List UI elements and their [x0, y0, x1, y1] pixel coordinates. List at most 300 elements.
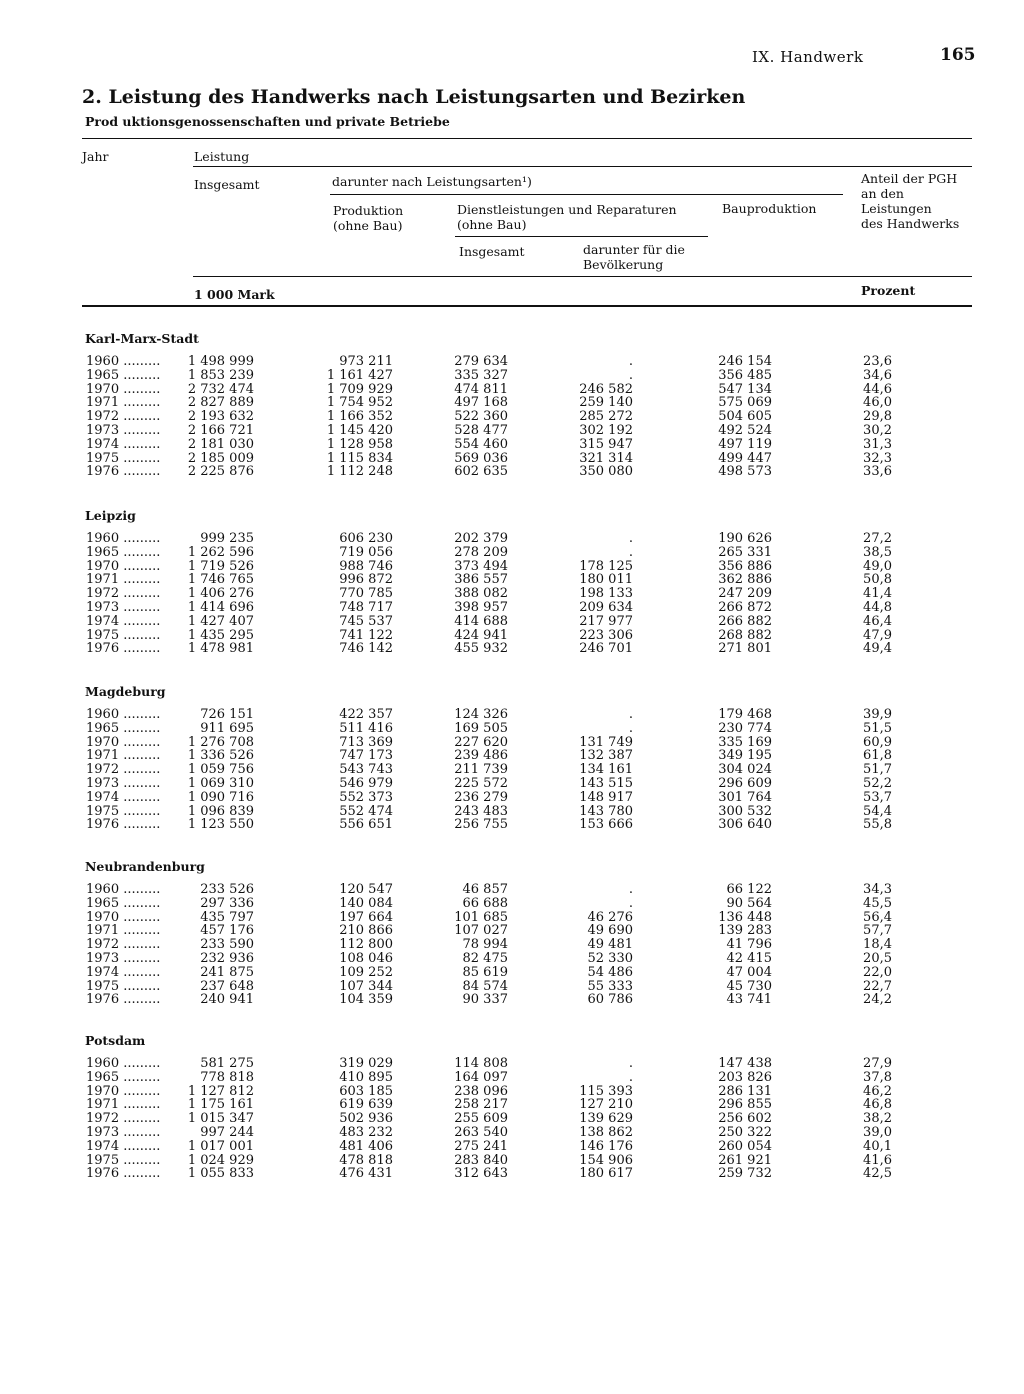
- table-subtitle: Prod uktionsgenossenschaften und private Betriebe: [85, 114, 450, 129]
- table-row: [0, 966, 1024, 980]
- cell-insgesamt: 435 797: [200, 909, 254, 925]
- cell-year: 1974 .........: [86, 1139, 161, 1154]
- cell-produktion: 104 359: [339, 992, 393, 1008]
- cell-dienst-bevoelkerung: 143 780: [579, 803, 633, 819]
- cell-anteil-pgh: 61,8: [863, 748, 892, 764]
- cell-dienst-bevoelkerung: 223 306: [579, 627, 633, 643]
- cell-insgesamt: 1 414 696: [187, 600, 254, 615]
- cell-anteil-pgh: 38,5: [863, 544, 892, 560]
- cell-dienst-insgesamt: 602 635: [454, 464, 508, 480]
- cell-bauproduktion: 356 886: [718, 558, 772, 574]
- cell-anteil-pgh: 22,0: [863, 964, 892, 980]
- cell-anteil-pgh: 46,8: [863, 1097, 892, 1113]
- cell-dienst-insgesamt: 101 685: [454, 909, 508, 925]
- cell-anteil-pgh: 46,0: [863, 395, 892, 411]
- cell-year: 1974 .........: [86, 790, 161, 805]
- cell-anteil-pgh: 49,0: [863, 558, 892, 574]
- cell-dienst-bevoelkerung: 321 314: [579, 450, 633, 466]
- cell-dienst-bevoelkerung: 209 634: [579, 600, 633, 615]
- col-anteil-line4: des Handwerks: [861, 216, 960, 231]
- cell-bauproduktion: 261 921: [718, 1152, 772, 1168]
- cell-dienst-insgesamt: 522 360: [454, 409, 508, 425]
- cell-anteil-pgh: 33,6: [863, 464, 892, 480]
- cell-dienst-bevoelkerung: 285 272: [579, 409, 633, 425]
- cell-dienst-insgesamt: 312 643: [454, 1166, 508, 1182]
- cell-anteil-pgh: 23,6: [863, 354, 892, 369]
- cell-dienst-bevoelkerung: .: [628, 1056, 633, 1071]
- cell-produktion: 112 800: [339, 937, 393, 953]
- table-title: 2. Leistung des Handwerks nach Leistungsarten und Bezirken: [82, 86, 746, 108]
- cell-insgesamt: 2 225 876: [187, 464, 254, 480]
- cell-dienst-bevoelkerung: 302 192: [579, 423, 633, 438]
- region-heading: Leipzig: [85, 508, 136, 523]
- cell-anteil-pgh: 41,6: [863, 1152, 892, 1168]
- cell-bauproduktion: 136 448: [718, 909, 772, 925]
- cell-dienst-insgesamt: 279 634: [454, 354, 508, 369]
- cell-year: 1974 .........: [86, 614, 161, 629]
- cell-year: 1975 .........: [86, 451, 161, 466]
- cell-year: 1960 .........: [86, 883, 161, 897]
- cell-dienst-bevoelkerung: .: [628, 707, 633, 722]
- cell-year: 1972 .........: [86, 587, 161, 602]
- cell-anteil-pgh: 40,1: [863, 1138, 892, 1154]
- cell-bauproduktion: 296 609: [718, 776, 772, 791]
- cell-dienst-insgesamt: 263 540: [454, 1125, 508, 1140]
- cell-year: 1972 .........: [86, 410, 161, 425]
- cell-produktion: 713 369: [339, 734, 393, 750]
- cell-year: 1970 .........: [86, 910, 161, 925]
- header-rule-insgesamt: [193, 166, 972, 167]
- cell-insgesamt: 1 435 295: [187, 627, 254, 643]
- cell-dienst-bevoelkerung: .: [628, 895, 633, 911]
- cell-year: 1970 .........: [86, 1084, 161, 1099]
- cell-dienst-insgesamt: 388 082: [454, 586, 508, 602]
- cell-dienst-insgesamt: 373 494: [454, 558, 508, 574]
- cell-year: 1975 .........: [86, 804, 161, 819]
- cell-dienst-bevoelkerung: 52 330: [587, 951, 633, 966]
- cell-dienst-bevoelkerung: 315 947: [579, 436, 633, 452]
- cell-dienst-insgesamt: 398 957: [454, 600, 508, 615]
- cell-produktion: 478 818: [339, 1152, 393, 1168]
- cell-year: 1970 .........: [86, 559, 161, 574]
- cell-produktion: 511 416: [339, 720, 393, 736]
- cell-bauproduktion: 504 605: [718, 409, 772, 425]
- cell-year: 1973 .........: [86, 424, 161, 438]
- cell-bauproduktion: 190 626: [718, 531, 772, 546]
- cell-produktion: 1 166 352: [326, 409, 393, 425]
- cell-produktion: 603 185: [339, 1083, 393, 1099]
- cell-dienst-insgesamt: 554 460: [454, 436, 508, 452]
- cell-anteil-pgh: 50,8: [863, 572, 892, 588]
- cell-dienst-bevoelkerung: 143 515: [579, 776, 633, 791]
- cell-dienst-insgesamt: 225 572: [454, 776, 508, 791]
- cell-insgesamt: 1 055 833: [187, 1166, 254, 1182]
- cell-dienst-bevoelkerung: 198 133: [579, 586, 633, 602]
- cell-insgesamt: 1 175 161: [187, 1097, 254, 1113]
- cell-anteil-pgh: 30,2: [863, 423, 892, 438]
- table-row: [0, 465, 1024, 479]
- cell-insgesamt: 241 875: [200, 964, 254, 980]
- table-row: [0, 1167, 1024, 1181]
- cell-anteil-pgh: 46,2: [863, 1083, 892, 1099]
- cell-produktion: 973 211: [339, 354, 393, 369]
- cell-bauproduktion: 256 602: [718, 1111, 772, 1127]
- cell-year: 1972 .........: [86, 938, 161, 953]
- cell-year: 1960 .........: [86, 1057, 161, 1071]
- cell-bauproduktion: 247 209: [718, 586, 772, 602]
- cell-bauproduktion: 356 485: [718, 367, 772, 383]
- table-row: [0, 791, 1024, 805]
- col-bevoelkerung: [583, 242, 685, 272]
- cell-insgesamt: 1 262 596: [187, 544, 254, 560]
- cell-anteil-pgh: 51,5: [863, 720, 892, 736]
- cell-dienst-bevoelkerung: 146 176: [579, 1138, 633, 1154]
- cell-insgesamt: 997 244: [200, 1125, 254, 1140]
- cell-produktion: 556 651: [339, 817, 393, 833]
- header-top-rule: [82, 138, 972, 139]
- cell-anteil-pgh: 37,8: [863, 1069, 892, 1085]
- table-row: [0, 369, 1024, 383]
- header-rule-dienst: [455, 236, 708, 237]
- col-produktion-line2: (ohne Bau): [333, 218, 403, 233]
- cell-bauproduktion: 260 054: [718, 1138, 772, 1154]
- cell-produktion: 606 230: [339, 531, 393, 546]
- cell-dienst-bevoelkerung: 138 862: [579, 1125, 633, 1140]
- cell-year: 1972 .........: [86, 1112, 161, 1127]
- table-row: [0, 1126, 1024, 1140]
- cell-bauproduktion: 45 730: [726, 978, 772, 994]
- cell-anteil-pgh: 39,0: [863, 1125, 892, 1140]
- cell-dienst-bevoelkerung: 54 486: [587, 964, 633, 980]
- cell-insgesamt: 237 648: [200, 978, 254, 994]
- cell-bauproduktion: 286 131: [718, 1083, 772, 1099]
- table-row: [0, 601, 1024, 615]
- region-heading: Potsdam: [85, 1033, 146, 1048]
- header-rule-darunter: [330, 194, 843, 195]
- cell-insgesamt: 2 827 889: [187, 395, 254, 411]
- cell-dienst-bevoelkerung: .: [628, 544, 633, 560]
- col-produktion: [333, 203, 403, 233]
- cell-year: 1965 .........: [86, 896, 161, 911]
- cell-anteil-pgh: 18,4: [863, 937, 892, 953]
- cell-dienst-insgesamt: 90 337: [462, 992, 508, 1008]
- table-row: [0, 897, 1024, 911]
- cell-produktion: 197 664: [339, 909, 393, 925]
- cell-anteil-pgh: 39,9: [863, 707, 892, 722]
- cell-insgesamt: 581 275: [200, 1056, 254, 1071]
- cell-insgesamt: 1 127 812: [187, 1083, 254, 1099]
- unit-mark: 1 000 Mark: [194, 287, 275, 302]
- cell-dienst-insgesamt: 46 857: [462, 882, 508, 897]
- cell-insgesamt: 1 719 526: [187, 558, 254, 574]
- cell-anteil-pgh: 60,9: [863, 734, 892, 750]
- cell-dienst-insgesamt: 169 505: [454, 720, 508, 736]
- cell-bauproduktion: 43 741: [726, 992, 772, 1008]
- cell-insgesamt: 1 498 999: [187, 354, 254, 369]
- cell-year: 1970 .........: [86, 382, 161, 397]
- cell-produktion: 748 717: [339, 600, 393, 615]
- cell-anteil-pgh: 46,4: [863, 613, 892, 629]
- cell-bauproduktion: 304 024: [718, 762, 772, 778]
- col-dienst-line2: (ohne Bau): [457, 217, 527, 232]
- cell-anteil-pgh: 29,8: [863, 409, 892, 425]
- cell-insgesamt: 911 695: [200, 720, 254, 736]
- cell-year: 1974 .........: [86, 437, 161, 452]
- table-row: [0, 615, 1024, 629]
- cell-dienst-bevoelkerung: 115 393: [579, 1083, 633, 1099]
- cell-produktion: 410 895: [339, 1069, 393, 1085]
- cell-bauproduktion: 266 872: [718, 600, 772, 615]
- table-row: [0, 1057, 1024, 1071]
- cell-anteil-pgh: 55,8: [863, 817, 892, 833]
- cell-insgesamt: 726 151: [200, 707, 254, 722]
- cell-dienst-bevoelkerung: 154 906: [579, 1152, 633, 1168]
- cell-produktion: 996 872: [339, 572, 393, 588]
- cell-produktion: 747 173: [339, 748, 393, 764]
- cell-produktion: 619 639: [339, 1097, 393, 1113]
- cell-bauproduktion: 349 195: [718, 748, 772, 764]
- col-anteil-line2: an den: [861, 186, 904, 201]
- cell-anteil-pgh: 49,4: [863, 641, 892, 657]
- cell-year: 1965 .........: [86, 1070, 161, 1085]
- region-heading: Karl-Marx-Stadt: [85, 331, 199, 346]
- cell-insgesamt: 2 193 632: [187, 409, 254, 425]
- cell-bauproduktion: 271 801: [718, 641, 772, 657]
- cell-dienst-insgesamt: 497 168: [454, 395, 508, 411]
- table-row: [0, 532, 1024, 546]
- cell-dienst-insgesamt: 474 811: [454, 381, 508, 397]
- cell-produktion: 476 431: [339, 1166, 393, 1182]
- cell-dienst-insgesamt: 78 994: [462, 937, 508, 953]
- cell-insgesamt: 1 096 839: [187, 803, 254, 819]
- cell-dienst-bevoelkerung: 132 387: [579, 748, 633, 764]
- section-header: IX. Handwerk: [752, 48, 864, 66]
- cell-bauproduktion: 250 322: [718, 1125, 772, 1140]
- header-rule-units: [193, 276, 972, 277]
- cell-insgesamt: 232 936: [200, 951, 254, 966]
- cell-anteil-pgh: 42,5: [863, 1166, 892, 1182]
- cell-insgesamt: 2 732 474: [187, 381, 254, 397]
- cell-produktion: 745 537: [339, 613, 393, 629]
- cell-year: 1960 .........: [86, 355, 161, 369]
- cell-dienst-insgesamt: 227 620: [454, 734, 508, 750]
- cell-year: 1976 .........: [86, 993, 161, 1008]
- cell-year: 1973 .........: [86, 601, 161, 615]
- cell-bauproduktion: 265 331: [718, 544, 772, 560]
- cell-bauproduktion: 300 532: [718, 803, 772, 819]
- col-anteil-line1: Anteil der PGH: [861, 171, 958, 186]
- cell-dienst-insgesamt: 283 840: [454, 1152, 508, 1168]
- cell-dienst-bevoelkerung: 49 690: [587, 923, 633, 939]
- cell-bauproduktion: 246 154: [718, 354, 772, 369]
- cell-dienst-bevoelkerung: 60 786: [587, 992, 633, 1008]
- cell-year: 1960 .........: [86, 532, 161, 546]
- col-bev-line2: Bevölkerung: [583, 257, 664, 272]
- cell-dienst-insgesamt: 211 739: [454, 762, 508, 778]
- cell-insgesamt: 240 941: [200, 992, 254, 1008]
- col-leistung: Leistung: [194, 149, 250, 164]
- table-row: [0, 777, 1024, 791]
- cell-produktion: 1 754 952: [326, 395, 393, 411]
- table-row: [0, 438, 1024, 452]
- cell-anteil-pgh: 27,9: [863, 1056, 892, 1071]
- cell-anteil-pgh: 56,4: [863, 909, 892, 925]
- table-row: [0, 546, 1024, 560]
- cell-produktion: 770 785: [339, 586, 393, 602]
- cell-dienst-bevoelkerung: 134 161: [579, 762, 633, 778]
- cell-bauproduktion: 179 468: [718, 707, 772, 722]
- cell-dienst-insgesamt: 569 036: [454, 450, 508, 466]
- cell-insgesamt: 1 336 526: [187, 748, 254, 764]
- col-anteil-pgh: [861, 171, 959, 231]
- cell-insgesamt: 1 276 708: [187, 734, 254, 750]
- table-row: [0, 642, 1024, 656]
- cell-dienst-bevoelkerung: 139 629: [579, 1111, 633, 1127]
- cell-year: 1973 .........: [86, 952, 161, 966]
- cell-produktion: 719 056: [339, 544, 393, 560]
- cell-year: 1965 .........: [86, 721, 161, 736]
- cell-produktion: 1 161 427: [326, 367, 393, 383]
- cell-year: 1971 .........: [86, 924, 161, 939]
- cell-anteil-pgh: 54,4: [863, 803, 892, 819]
- cell-dienst-insgesamt: 164 097: [454, 1069, 508, 1085]
- cell-dienst-bevoelkerung: 46 276: [587, 909, 633, 925]
- cell-dienst-bevoelkerung: 127 210: [579, 1097, 633, 1113]
- cell-year: 1971 .........: [86, 1098, 161, 1113]
- cell-dienst-bevoelkerung: .: [628, 531, 633, 546]
- cell-dienst-insgesamt: 335 327: [454, 367, 508, 383]
- cell-anteil-pgh: 22,7: [863, 978, 892, 994]
- cell-anteil-pgh: 52,2: [863, 776, 892, 791]
- cell-anteil-pgh: 38,2: [863, 1111, 892, 1127]
- cell-bauproduktion: 47 004: [726, 964, 772, 980]
- cell-anteil-pgh: 41,4: [863, 586, 892, 602]
- cell-bauproduktion: 296 855: [718, 1097, 772, 1113]
- cell-bauproduktion: 139 283: [718, 923, 772, 939]
- cell-produktion: 1 128 958: [326, 436, 393, 452]
- cell-year: 1976 .........: [86, 465, 161, 480]
- cell-bauproduktion: 66 122: [726, 882, 772, 897]
- cell-bauproduktion: 301 764: [718, 789, 772, 805]
- cell-bauproduktion: 266 882: [718, 613, 772, 629]
- cell-anteil-pgh: 44,8: [863, 600, 892, 615]
- header-bottom-rule: [82, 305, 972, 307]
- cell-produktion: 140 084: [339, 895, 393, 911]
- cell-produktion: 502 936: [339, 1111, 393, 1127]
- cell-dienst-bevoelkerung: .: [628, 882, 633, 897]
- cell-dienst-bevoelkerung: 49 481: [587, 937, 633, 953]
- cell-produktion: 741 122: [339, 627, 393, 643]
- cell-dienst-bevoelkerung: 246 701: [579, 641, 633, 657]
- cell-year: 1975 .........: [86, 628, 161, 643]
- cell-bauproduktion: 575 069: [718, 395, 772, 411]
- cell-produktion: 1 709 929: [326, 381, 393, 397]
- cell-year: 1972 .........: [86, 763, 161, 778]
- cell-produktion: 120 547: [339, 882, 393, 897]
- cell-produktion: 552 373: [339, 789, 393, 805]
- cell-dienst-insgesamt: 85 619: [462, 964, 508, 980]
- cell-year: 1960 .........: [86, 708, 161, 722]
- cell-bauproduktion: 497 119: [718, 436, 772, 452]
- cell-year: 1976 .........: [86, 642, 161, 657]
- cell-dienst-bevoelkerung: 350 080: [579, 464, 633, 480]
- col-jahr: Jahr: [82, 149, 109, 164]
- region-heading: Magdeburg: [85, 684, 166, 699]
- cell-year: 1973 .........: [86, 1126, 161, 1140]
- cell-year: 1973 .........: [86, 777, 161, 791]
- cell-dienst-insgesamt: 236 279: [454, 789, 508, 805]
- cell-anteil-pgh: 24,2: [863, 992, 892, 1008]
- cell-bauproduktion: 41 796: [726, 937, 772, 953]
- table-row: [0, 722, 1024, 736]
- table-row: [0, 993, 1024, 1007]
- cell-year: 1976 .........: [86, 1167, 161, 1182]
- unit-prozent: Prozent: [861, 283, 916, 298]
- cell-dienst-insgesamt: 255 609: [454, 1111, 508, 1127]
- cell-dienst-bevoelkerung: 180 617: [579, 1166, 633, 1182]
- cell-dienst-insgesamt: 258 217: [454, 1097, 508, 1113]
- cell-dienst-bevoelkerung: 55 333: [587, 978, 633, 994]
- cell-insgesamt: 778 818: [200, 1069, 254, 1085]
- cell-produktion: 107 344: [339, 978, 393, 994]
- cell-produktion: 210 866: [339, 923, 393, 939]
- cell-year: 1971 .........: [86, 573, 161, 588]
- cell-produktion: 546 979: [339, 776, 393, 791]
- cell-dienst-insgesamt: 82 475: [462, 951, 508, 966]
- cell-year: 1975 .........: [86, 1153, 161, 1168]
- cell-dienst-insgesamt: 386 557: [454, 572, 508, 588]
- cell-produktion: 108 046: [339, 951, 393, 966]
- cell-insgesamt: 999 235: [200, 531, 254, 546]
- cell-dienst-insgesamt: 414 688: [454, 613, 508, 629]
- cell-anteil-pgh: 53,7: [863, 789, 892, 805]
- cell-produktion: 319 029: [339, 1056, 393, 1071]
- cell-produktion: 552 474: [339, 803, 393, 819]
- cell-dienst-insgesamt: 275 241: [454, 1138, 508, 1154]
- cell-anteil-pgh: 47,9: [863, 627, 892, 643]
- table-row: [0, 1071, 1024, 1085]
- cell-dienst-insgesamt: 66 688: [462, 895, 508, 911]
- cell-dienst-insgesamt: 455 932: [454, 641, 508, 657]
- cell-dienst-bevoelkerung: 153 666: [579, 817, 633, 833]
- cell-anteil-pgh: 57,7: [863, 923, 892, 939]
- table-row: [0, 883, 1024, 897]
- cell-insgesamt: 457 176: [200, 923, 254, 939]
- cell-produktion: 481 406: [339, 1138, 393, 1154]
- cell-year: 1965 .........: [86, 368, 161, 383]
- cell-anteil-pgh: 51,7: [863, 762, 892, 778]
- cell-year: 1965 .........: [86, 545, 161, 560]
- cell-insgesamt: 1 123 550: [187, 817, 254, 833]
- cell-produktion: 1 145 420: [326, 423, 393, 438]
- cell-dienst-insgesamt: 528 477: [454, 423, 508, 438]
- cell-insgesamt: 1 853 239: [187, 367, 254, 383]
- cell-produktion: 422 357: [339, 707, 393, 722]
- page-number: 165: [940, 45, 976, 65]
- cell-bauproduktion: 259 732: [718, 1166, 772, 1182]
- cell-year: 1971 .........: [86, 396, 161, 411]
- table-row: [0, 708, 1024, 722]
- cell-insgesamt: 233 526: [200, 882, 254, 897]
- cell-anteil-pgh: 34,3: [863, 882, 892, 897]
- cell-dienst-insgesamt: 424 941: [454, 627, 508, 643]
- col-darunter: darunter nach Leistungsarten¹): [332, 174, 532, 189]
- col-bev-line1: darunter für die: [583, 242, 685, 257]
- cell-dienst-insgesamt: 114 808: [454, 1056, 508, 1071]
- cell-anteil-pgh: 27,2: [863, 531, 892, 546]
- cell-dienst-bevoelkerung: 131 749: [579, 734, 633, 750]
- cell-bauproduktion: 268 882: [718, 627, 772, 643]
